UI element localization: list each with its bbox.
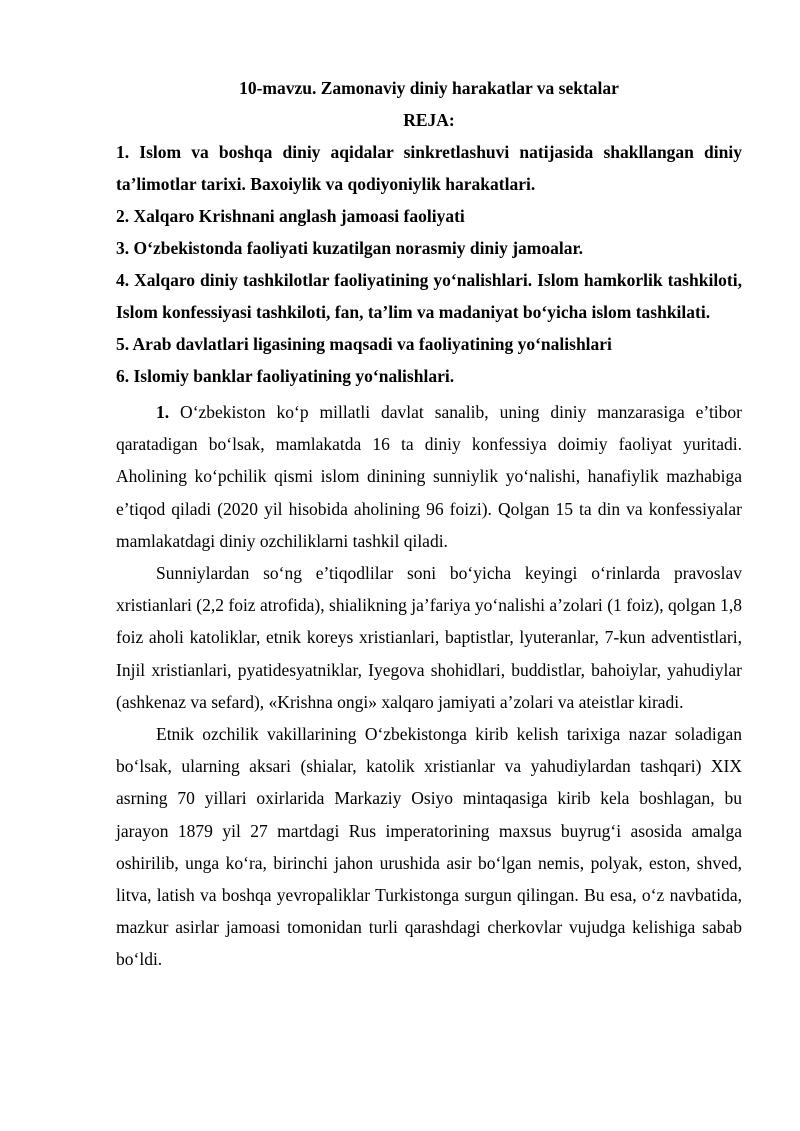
plan-item-2: 2. Xalqaro Krishnani anglash jamoasi faoliyati [116,206,465,226]
plan-item-1: 1. Islom va boshqa diniy aqidalar sinkretlashuvi natijasida shakllangan diniy ta’limotlar tarixi. Baxoiylik va qodiyoniylik harakatlari. [116,142,742,194]
document-title: 10-mavzu. Zamonaviy diniy harakatlar va sektalar [239,78,619,98]
plan-item-6: 6. Islomiy banklar faoliyatining yo‘nalishlari. [116,366,455,386]
body-paragraph-1 [116,396,742,557]
plan-heading: REJA: [403,110,455,130]
paragraph-number: 1. [156,402,170,422]
plan-item-5: 5. Arab davlatlari ligasining maqsadi va faoliyatining yo‘nalishlari [116,334,612,354]
plan-list [116,136,742,392]
paragraph-1-text: O‘zbekiston ko‘p millatli davlat sanalib, uning diniy manzarasiga e’tibor qaratadigan bo‘lsak, mamlakatda 16 ta diniy konfessiya doimiy faoliyat yuritadi. Aholining ko‘pchilik qismi islom dinining sunniylik yo‘nalishi, hanafiylik mazhabiga e’tiqod qiladi (2020 yil hisobida aholining 96 foizi). Qolgan 15 ta din va konfessiyalar mamlakatdagi diniy ozchiliklarni tashkil qiladi. [116,402,742,551]
body-paragraph-2: Sunniylardan so‘ng e’tiqodlilar soni bo‘yicha keyingi o‘rinlarda pravoslav xristianlari (2,2 foiz atrofida), shialikning ja’fariya yo‘nalishi a’zolari (1 foiz), qolgan 1,8 foiz aholi katoliklar, etnik koreys xristianlari, baptistlar, lyuteranlar, 7-kun adventistlari, Injil xristianlari, pyatidesyatniklar, Iyegova shohidlari, buddistlar, bahoiylar, yahudiylar (ashkenaz va sefard), «Krishna ongi» xalqaro jamiyati a’zolari va ateistlar kiradi. [116,563,742,712]
plan-item-3: 3. O‘zbekistonda faoliyati kuzatilgan norasmiy diniy jamoalar. [116,238,584,258]
body-paragraph-3: Etnik ozchilik vakillarining O‘zbekistonga kirib kelish tarixiga nazar soladigan bo‘lsak, ularning aksari (shialar, katolik xristianlar va yahudiylardan tashqari) XIX asrning 70 yillari oxirlarida Markaziy Osiyo mintaqasiga kirib kela boshlagan, bu jarayon 1879 yil 27 martdagi Rus imperatorining maxsus buyrug‘i asosida amalga oshirilib, unga ko‘ra, birinchi jahon urushida asir bo‘lgan nemis, polyak, eston, shved, litva, latish va boshqa yevropaliklar Turkistonga surgun qilingan. Bu esa, o‘z navbatida, mazkur asirlar jamoasi tomonidan turli qarashdagi cherkovlar vujudga kelishiga sabab bo‘ldi. [116,724,742,970]
plan-item-4: 4. Xalqaro diniy tashkilotlar faoliyatining yo‘nalishlari. Islom hamkorlik tashkiloti, Islom konfessiyasi tashkiloti, fan, ta’lim va madaniyat bo‘yicha islom tashkilati. [116,270,742,322]
